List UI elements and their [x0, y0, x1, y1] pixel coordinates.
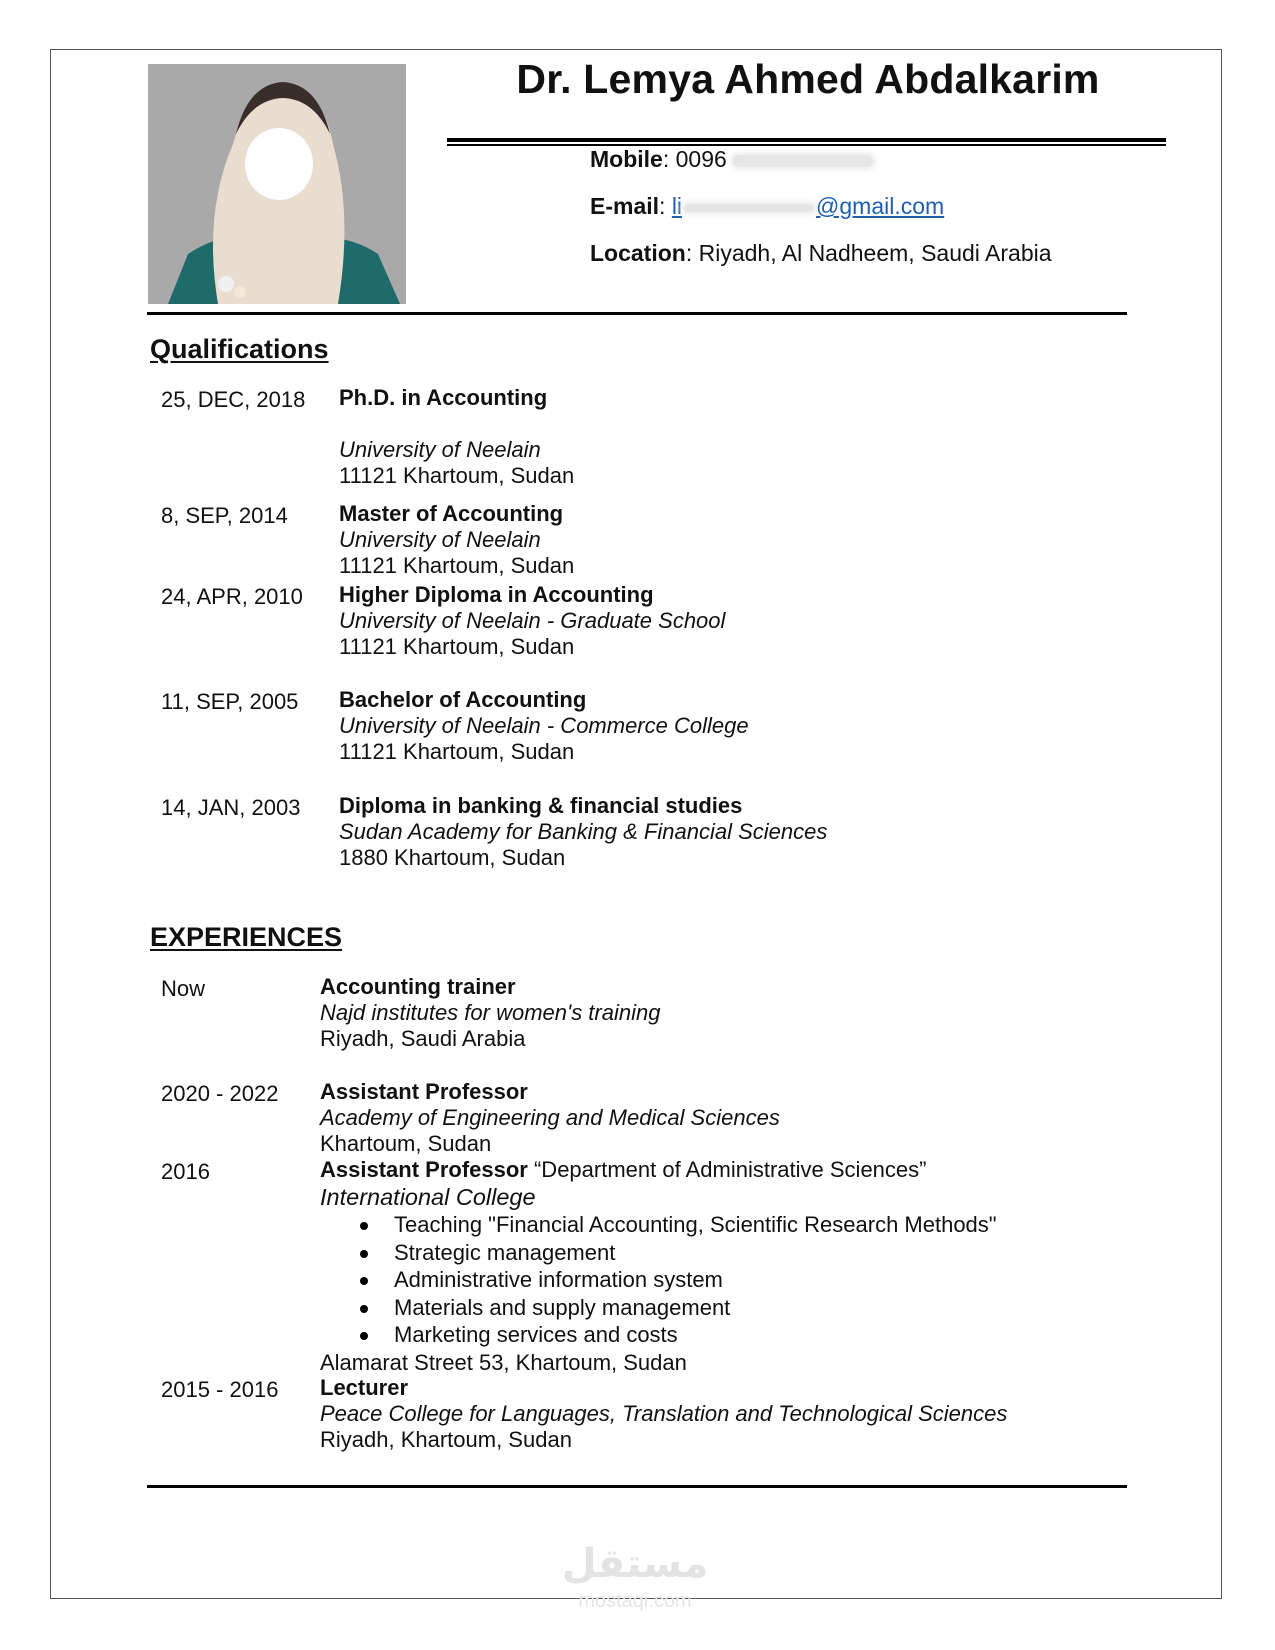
qualifications-title: Qualifications — [150, 334, 329, 364]
qualification-location: 11121 Khartoum, Sudan — [339, 463, 575, 488]
experience-location: Riyadh, Khartoum, Sudan — [320, 1427, 572, 1452]
mobile-label: Mobile — [590, 146, 663, 172]
qualification-date: 24, APR, 2010 — [161, 584, 303, 609]
candidate-name: Dr. Lemya Ahmed Abdalkarim — [516, 56, 1100, 102]
qualification-date: 8, SEP, 2014 — [161, 503, 288, 528]
experience-bullet-list — [360, 1211, 997, 1349]
bullet-item: Materials and supply management — [360, 1294, 997, 1322]
experience-org: Najd institutes for women's training — [320, 1000, 661, 1025]
section-divider-bottom — [147, 1485, 1127, 1488]
email-label: E-mail — [590, 193, 660, 219]
mostaql-watermark-logo — [555, 1535, 715, 1615]
location-line: Location: Riyadh, Al Nadheem, Saudi Arabia — [590, 240, 1052, 266]
qualification-location: 11121 Khartoum, Sudan — [339, 553, 575, 578]
experience-org: International College — [320, 1184, 536, 1210]
header-rule-thick — [447, 138, 1166, 142]
qualification-date: 11, SEP, 2005 — [161, 689, 299, 714]
experience-location: Riyadh, Saudi Arabia — [320, 1026, 526, 1051]
qualification-degree: Ph.D. in Accounting — [339, 385, 548, 410]
qualification-institution: University of Neelain — [339, 527, 541, 552]
qualification-location: 11121 Khartoum, Sudan — [339, 739, 575, 764]
section-divider-top — [147, 312, 1127, 315]
qualification-date: 14, JAN, 2003 — [161, 795, 301, 820]
bullet-item: Administrative information system — [360, 1266, 997, 1294]
experience-role-line — [320, 1157, 926, 1183]
qualification-location: 11121 Khartoum, Sudan — [339, 634, 575, 659]
bullet-item: Marketing services and costs — [360, 1321, 997, 1349]
qualification-institution: Sudan Academy for Banking & Financial Sciences — [339, 819, 828, 844]
experience-role: Assistant Professor — [320, 1079, 528, 1104]
experience-department: “Department of Administrative Sciences” — [533, 1157, 927, 1182]
qualification-institution: University of Neelain - Graduate School — [339, 608, 726, 633]
redacted-email — [684, 204, 814, 212]
location-value: Riyadh, Al Nadheem, Saudi Arabia — [698, 240, 1052, 266]
bullet-icon — [360, 1332, 368, 1340]
bullet-item: Strategic management — [360, 1239, 997, 1267]
experience-role: Accounting trainer — [320, 974, 516, 999]
redacted-phone — [733, 155, 873, 167]
experience-org: Peace College for Languages, Translation and Technological Sciences — [320, 1401, 1008, 1426]
experience-location: Khartoum, Sudan — [320, 1131, 492, 1156]
bullet-icon — [360, 1277, 368, 1285]
bullet-item: Teaching "Financial Accounting, Scientific Research Methods" — [360, 1211, 997, 1239]
experiences-title: EXPERIENCES — [150, 922, 343, 952]
qualification-date: 25, DEC, 2018 — [161, 387, 306, 412]
experience-role: Assistant Professor — [320, 1157, 528, 1182]
experience-location: Alamarat Street 53, Khartoum, Sudan — [320, 1350, 687, 1375]
mobile-value: 0096 — [675, 146, 727, 172]
email-line: E-mail: li @gmail.com — [590, 193, 945, 219]
email-link[interactable]: li @gmail.com — [671, 193, 945, 219]
bullet-icon — [360, 1250, 368, 1258]
qualification-institution: University of Neelain — [339, 437, 541, 462]
location-label: Location — [590, 240, 686, 266]
experience-date: 2015 - 2016 — [161, 1377, 279, 1402]
svg-text:mostaqi.com: mostaqi.com — [578, 1590, 692, 1612]
experience-date: Now — [161, 976, 206, 1001]
bullet-icon — [360, 1305, 368, 1313]
qualification-degree: Diploma in banking & financial studies — [339, 793, 743, 818]
qualification-degree: Higher Diploma in Accounting — [339, 582, 654, 607]
experience-date: 2016 — [161, 1159, 210, 1184]
experience-role: Lecturer — [320, 1375, 409, 1400]
bullet-icon — [360, 1222, 368, 1230]
profile-photo — [148, 64, 406, 304]
qualification-institution: University of Neelain - Commerce College — [339, 713, 749, 738]
qualification-location: 1880 Khartoum, Sudan — [339, 845, 566, 870]
experience-date: 2020 - 2022 — [161, 1081, 279, 1106]
qualification-degree: Master of Accounting — [339, 501, 564, 526]
experience-org: Academy of Engineering and Medical Sciences — [320, 1105, 780, 1130]
mobile-line: Mobile: 0096 — [590, 146, 873, 173]
svg-text:مستقل: مستقل — [561, 1541, 709, 1587]
qualification-degree: Bachelor of Accounting — [339, 687, 587, 712]
